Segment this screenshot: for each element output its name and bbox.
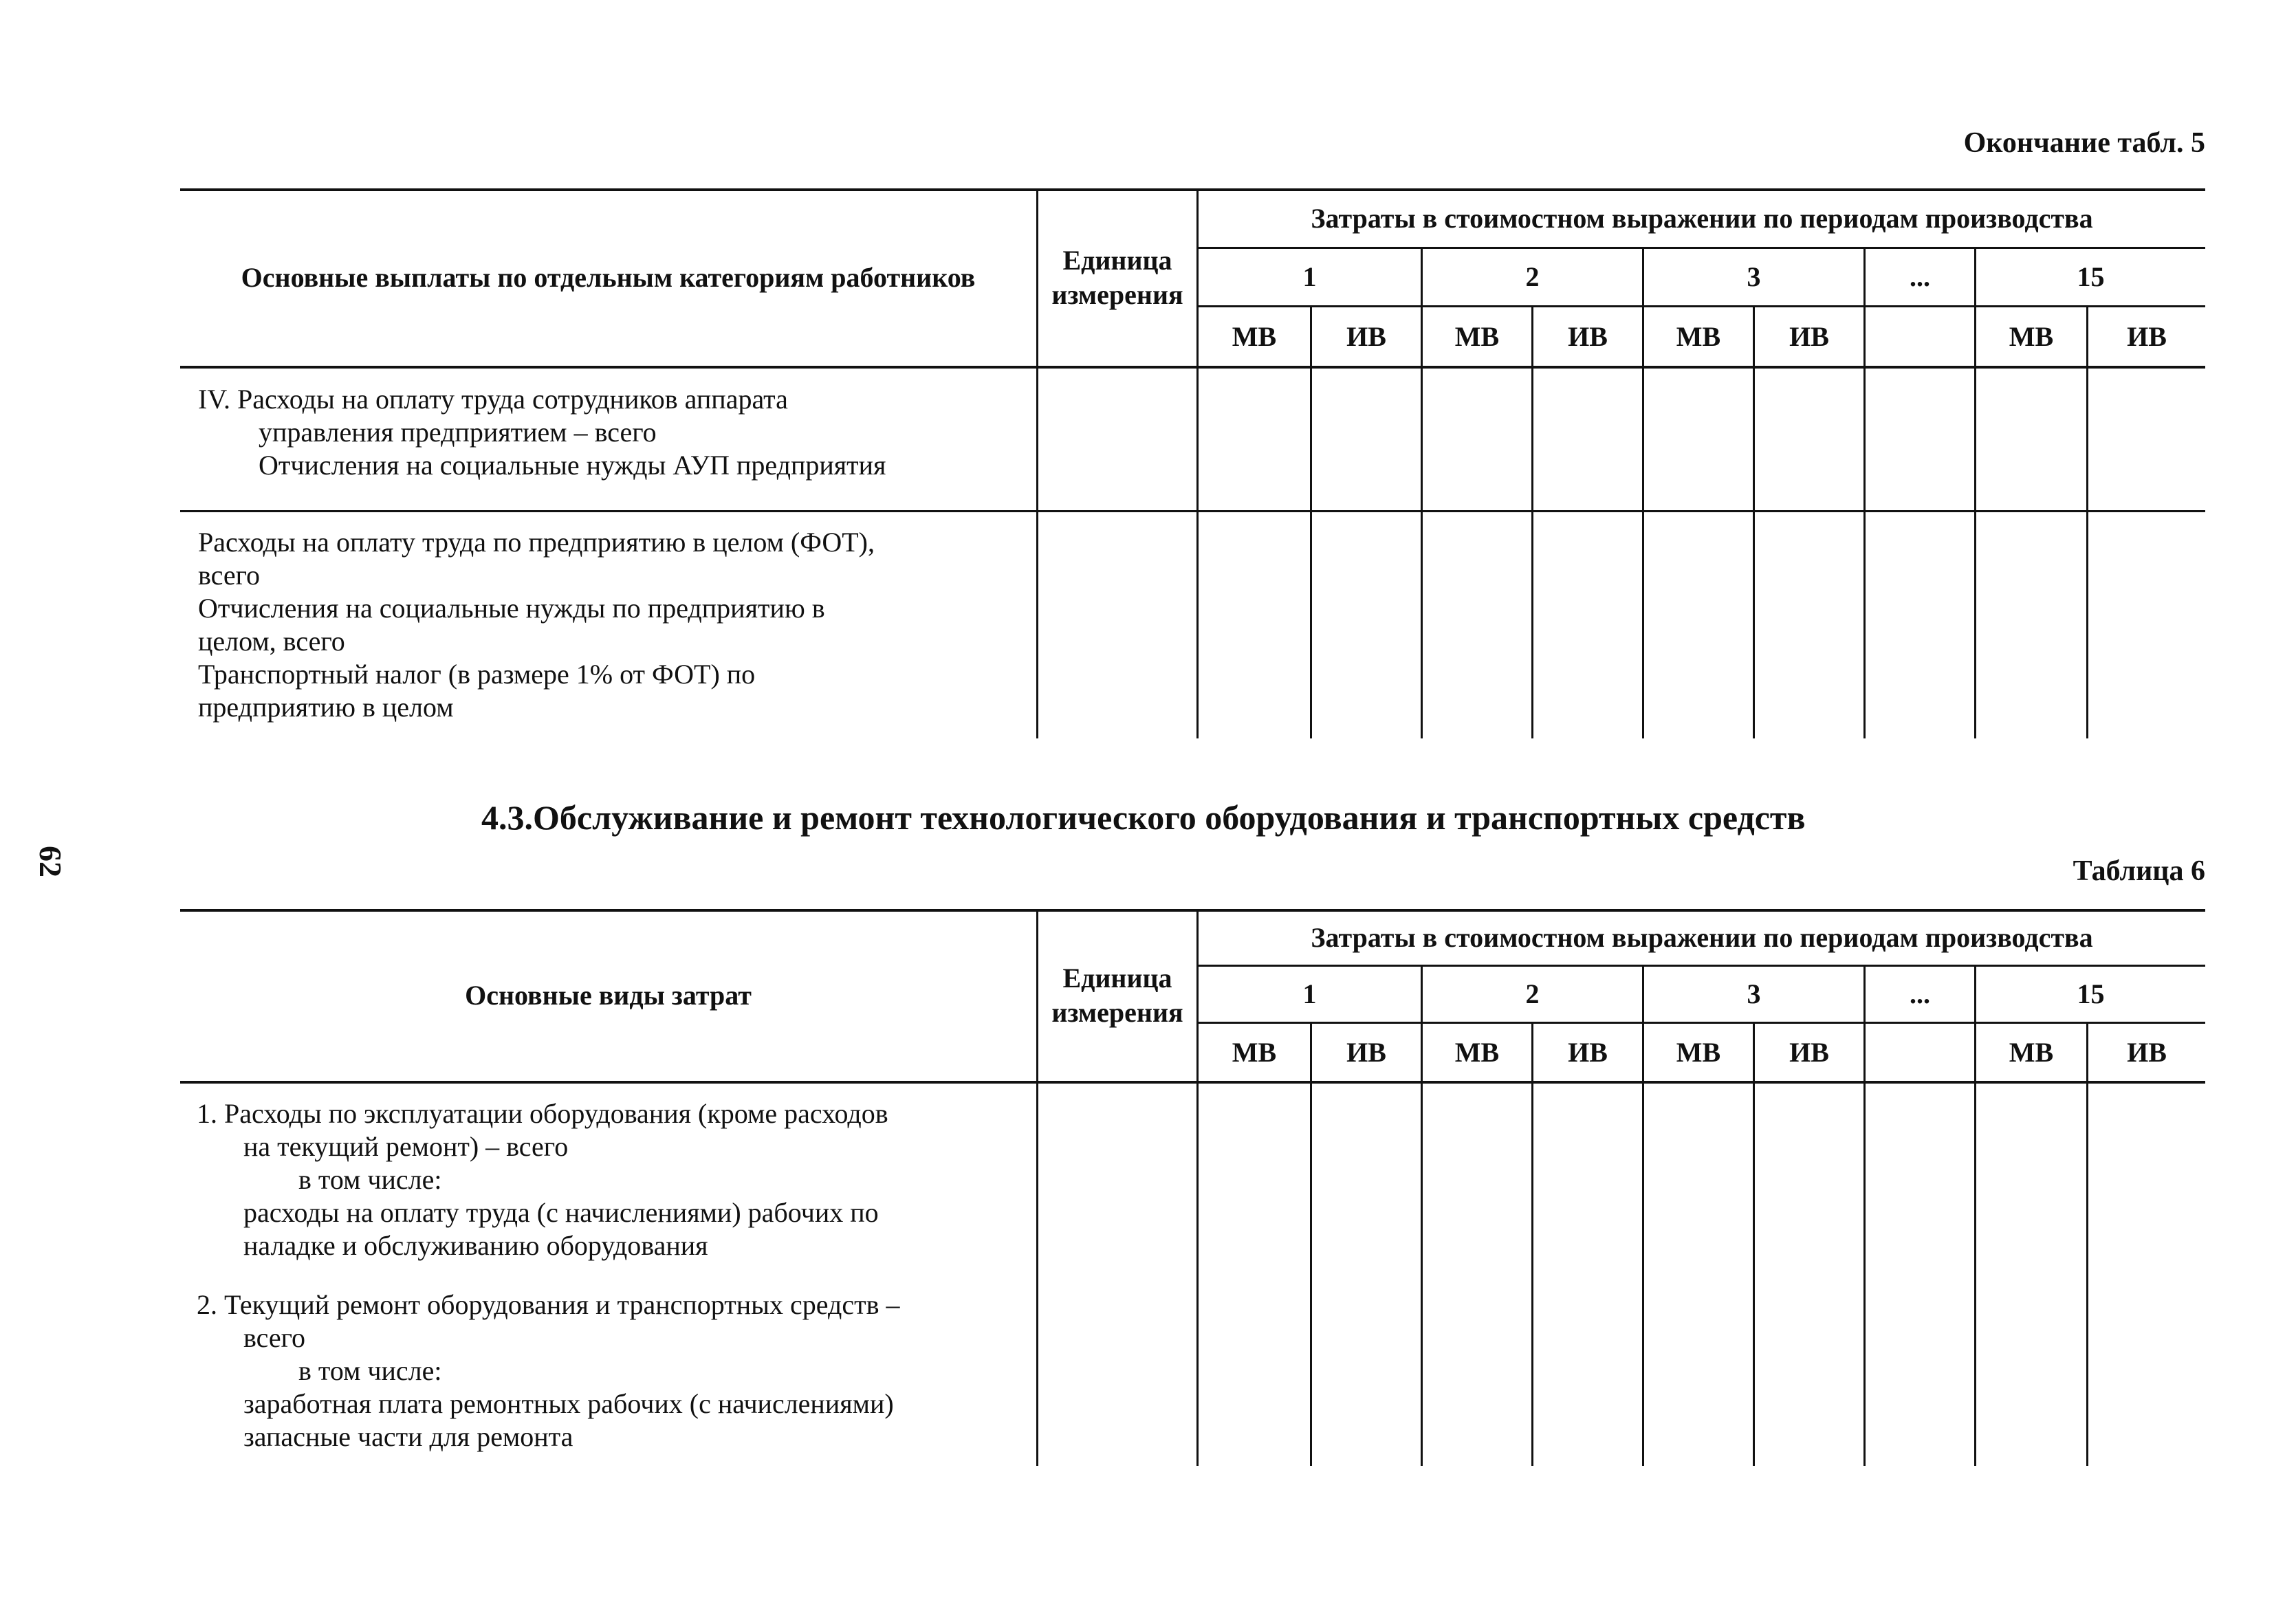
table5-subcol: МВ — [1454, 320, 1500, 352]
table5-row-enterprise — [198, 526, 875, 724]
table6-subcol: МВ — [1454, 1036, 1500, 1068]
table5-period-15: 15 — [2077, 261, 2105, 292]
row-text-line: всего — [243, 1322, 306, 1353]
table6-subcol: МВ — [2009, 1036, 2054, 1068]
row-text-line: предприятию в целом — [198, 692, 454, 723]
table6-caption: Таблица 6 — [2073, 855, 2205, 887]
table5-subcol: ИВ — [2127, 320, 2167, 352]
table6-subcol: ИВ — [1346, 1036, 1386, 1068]
row-text-line: на текущий ремонт) – всего — [243, 1131, 569, 1162]
table5-period-2: 2 — [1525, 261, 1540, 292]
table5-header-main: Основные выплаты по отдельным категориям работников — [241, 262, 976, 293]
table6-period-15: 15 — [2077, 978, 2105, 1009]
row-text-line: всего — [198, 560, 261, 591]
row-text-line: в том числе: — [298, 1164, 442, 1195]
table5-subcol — [1866, 307, 1974, 366]
table5-header-rule — [180, 366, 2205, 369]
table5-subcol: МВ — [1676, 320, 1721, 352]
table5-vline — [1753, 305, 1755, 738]
table6-vline — [1310, 1022, 1312, 1466]
table6-subcol: МВ — [1676, 1036, 1721, 1068]
table5-period-1: 1 — [1302, 261, 1317, 292]
table5-subcol: МВ — [2009, 320, 2054, 352]
table5-subcol: ИВ — [1346, 320, 1386, 352]
table6-period-1: 1 — [1302, 978, 1317, 1009]
table6-subcol: ИВ — [2127, 1036, 2167, 1068]
table5-vline — [1310, 305, 1312, 738]
page-number: 62 — [33, 846, 68, 877]
table6-header-main: Основные виды затрат — [465, 980, 752, 1011]
row-text-line: заработная плата ремонтных рабочих (с начислениями) — [243, 1388, 894, 1419]
table6-header-unit: Единица измерения — [1051, 963, 1183, 1028]
table6-row-repair — [197, 1288, 899, 1453]
table5-subcol: ИВ — [1568, 320, 1608, 352]
row-text-line: целом, всего — [198, 626, 345, 657]
table6-period-ellipsis: ... — [1910, 978, 1930, 1009]
row-text-line: расходы на оплату труда (с начислениями) рабочих по — [243, 1197, 879, 1228]
table6-vline — [1531, 1022, 1533, 1466]
row-text-line: Расходы на оплату труда по предприятию в целом (ФОТ), — [198, 527, 875, 558]
table6-vline — [1753, 1022, 1755, 1466]
table6-header-rule — [180, 1081, 2205, 1084]
row-text-line: управления предприятием – всего — [259, 417, 657, 448]
table6-header-costs: Затраты в стоимостном выражении по периодам производства — [1311, 921, 2093, 953]
table6-subcol: ИВ — [1568, 1036, 1608, 1068]
row-text-line: в том числе: — [298, 1355, 442, 1386]
table5-vline — [1531, 305, 1533, 738]
table5-caption: Окончание табл. 5 — [1963, 127, 2205, 159]
row-text-line: IV. Расходы на оплату труда сотрудников аппарата — [198, 384, 788, 415]
section-title: 4.3.Обслуживание и ремонт технологического оборудования и транспортных средств — [481, 798, 1806, 837]
row-text-line: 1. Расходы по эксплуатации оборудования (кроме расходов — [197, 1098, 888, 1129]
table5-subcol: ИВ — [1789, 320, 1829, 352]
table5-vline — [2086, 305, 2088, 738]
table6-subcol: МВ — [1232, 1036, 1277, 1068]
row-text-line: Отчисления на социальные нужды АУП предприятия — [259, 450, 886, 481]
row-text-line: 2. Текущий ремонт оборудования и транспортных средств – — [197, 1289, 900, 1320]
table5-row-rule — [180, 510, 2205, 512]
table6-vline — [2086, 1022, 2088, 1466]
table6-subcol — [1866, 1024, 1974, 1081]
table5-row-auп — [198, 383, 886, 482]
row-text-line: наладке и обслуживанию оборудования — [243, 1230, 708, 1261]
table5-period-ellipsis: ... — [1910, 261, 1930, 292]
table5-subcol: МВ — [1232, 320, 1277, 352]
table5-period-3: 3 — [1747, 261, 1761, 292]
table6-subcol: ИВ — [1789, 1036, 1829, 1068]
table6-row-operation — [197, 1097, 888, 1262]
table6-period-3: 3 — [1747, 978, 1761, 1009]
table5-header-costs: Затраты в стоимостном выражении по периодам производства — [1311, 202, 2093, 234]
row-text-line: Транспортный налог (в размере 1% от ФОТ) по — [198, 659, 756, 690]
table5-header-unit: Единица измерения — [1051, 245, 1183, 310]
row-text-line: Отчисления на социальные нужды по предприятию в — [198, 593, 825, 624]
row-text-line: запасные части для ремонта — [243, 1421, 573, 1452]
table6-period-2: 2 — [1525, 978, 1540, 1009]
